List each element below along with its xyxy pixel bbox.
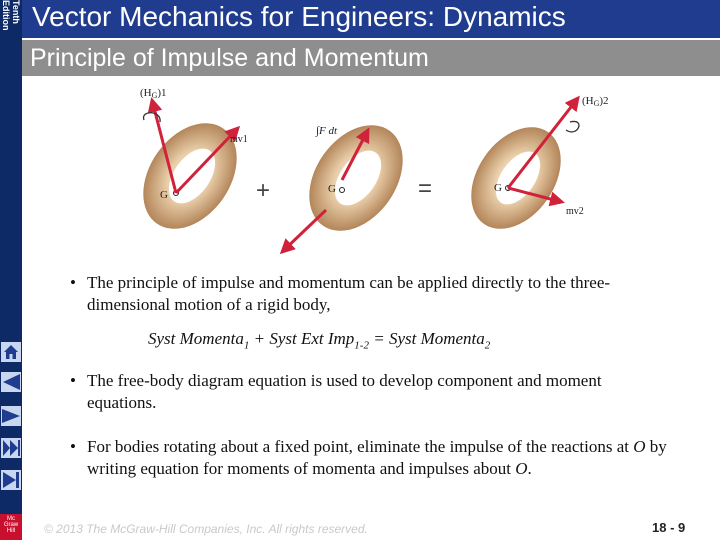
- rigid-body-1: [130, 100, 256, 246]
- plus-sign: +: [256, 177, 271, 204]
- label-g3: G: [494, 182, 502, 194]
- impulse-momentum-figure: [130, 80, 610, 258]
- momentum-equation: Syst Momenta$_1$ + Syst Ext Imp$_{1-2}$ = Syst Momenta$_2$: [148, 329, 491, 352]
- rigid-body-2: [282, 108, 422, 252]
- bullet-free-body: • The free-body diagram equation is used to develop component and moment equations.: [70, 371, 602, 412]
- label-g2: G: [328, 183, 336, 195]
- first-icon[interactable]: [0, 370, 22, 394]
- label-hg2: (HG)2: [582, 95, 609, 108]
- label-impulse-integral: ∫F dt: [316, 125, 338, 137]
- label-mv1: mv1: [230, 134, 248, 145]
- label-mv2: mv2: [566, 206, 584, 217]
- prev-icon[interactable]: [0, 404, 22, 428]
- label-g1: G: [160, 189, 168, 201]
- subtitle-bar: [22, 40, 720, 76]
- next-icon[interactable]: [0, 436, 22, 460]
- home-icon[interactable]: [0, 340, 22, 364]
- end-icon[interactable]: [0, 468, 22, 492]
- title-bar: [22, 0, 720, 38]
- page-number: 18 - 9: [652, 520, 686, 535]
- edition-label: Tenth Edition: [1, 0, 21, 31]
- bullet-impulse-principle: • The principle of impulse and momentum can be applied directly to the three-dimensional motion of a rigid body,: [70, 273, 611, 314]
- copyright-notice: © 2013 The McGraw-Hill Companies, Inc. All rights reserved.: [44, 522, 368, 536]
- label-hg1: (HG)1: [140, 87, 167, 100]
- slide-subtitle: Principle of Impulse and Momentum: [30, 44, 429, 72]
- rigid-body-3: [453, 98, 579, 246]
- equals-sign: =: [418, 175, 433, 202]
- bullet-fixed-point: • For bodies rotating about a fixed point, eliminate the impulse of the reactions at O by writing equation for moments of momenta and impulses about O.: [70, 437, 667, 478]
- page-title: Vector Mechanics for Engineers: Dynamics: [32, 1, 566, 32]
- publisher-logo: Mc Graw Hill: [0, 514, 22, 540]
